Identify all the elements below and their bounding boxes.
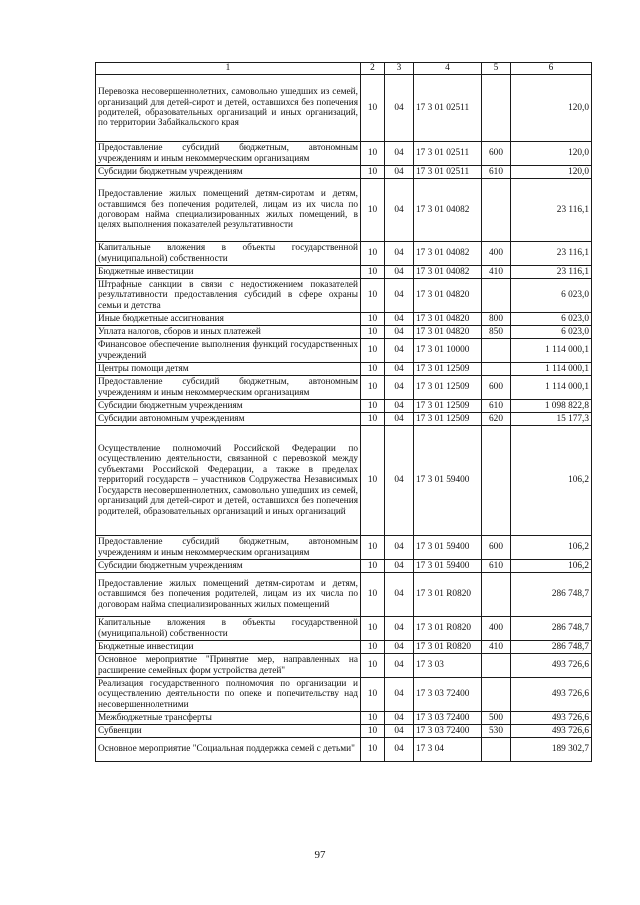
budget-table	[95, 62, 592, 762]
row-amount: 189 302,7	[511, 738, 592, 762]
header-col-5: 5	[482, 63, 511, 75]
row-target-code: 17 3 03 72400	[414, 725, 482, 738]
row-name: Предоставление жилых помещений детям-сиротам и детям, оставшимся без попечения родителей, лицам из их числа по договорам найма специализированных жилых помещений	[96, 573, 361, 617]
row-name: Осуществление полномочий Российской Федерации по осуществлению деятельности, связанной с перевозкой между субъектами Российской Федерации, а также в пределах территорий государств – участников Содружества Независимых Государств несовершеннолетних, самовольно ушедших из семей, организаций для детей-сирот и детей, оставшихся без попечения родителей, образовательных организаций и иных организаций	[96, 426, 361, 536]
table-row	[96, 573, 592, 617]
row-name: Штрафные санкции в связи с недостижением показателей результативности предоставления субсидий в сфере охраны семьи и детства	[96, 279, 361, 313]
row-subsection: 04	[385, 266, 414, 279]
row-section: 10	[361, 413, 385, 426]
table-row	[96, 326, 592, 339]
row-subsection: 04	[385, 536, 414, 560]
header-col-1: 1	[96, 63, 361, 75]
row-subsection: 04	[385, 376, 414, 400]
row-expense-type: 600	[482, 536, 511, 560]
row-target-code: 17 3 03 72400	[414, 678, 482, 712]
table-row	[96, 738, 592, 762]
table-row	[96, 166, 592, 179]
row-amount: 286 748,7	[511, 573, 592, 617]
row-subsection: 04	[385, 279, 414, 313]
row-target-code: 17 3 01 02511	[414, 166, 482, 179]
row-section: 10	[361, 617, 385, 641]
table-row	[96, 142, 592, 166]
row-amount: 493 726,6	[511, 712, 592, 725]
table-header-row	[96, 63, 592, 75]
table-row	[96, 179, 592, 242]
table-row	[96, 617, 592, 641]
row-target-code: 17 3 03	[414, 654, 482, 678]
table-body	[96, 75, 592, 762]
row-name: Уплата налогов, сборов и иных платежей	[96, 326, 361, 339]
row-section: 10	[361, 738, 385, 762]
table-row	[96, 678, 592, 712]
row-subsection: 04	[385, 166, 414, 179]
row-name: Субсидии автономным учреждениям	[96, 413, 361, 426]
row-subsection: 04	[385, 413, 414, 426]
header-col-2: 2	[361, 63, 385, 75]
row-amount: 286 748,7	[511, 617, 592, 641]
row-expense-type: 400	[482, 242, 511, 266]
row-expense-type: 610	[482, 400, 511, 413]
row-target-code: 17 3 04	[414, 738, 482, 762]
row-amount: 6 023,0	[511, 313, 592, 326]
row-expense-type: 410	[482, 641, 511, 654]
row-amount: 23 116,1	[511, 179, 592, 242]
row-name: Предоставление субсидий бюджетным, автономным учреждениям и иным некоммерческим организациям	[96, 142, 361, 166]
row-target-code: 17 3 01 R0820	[414, 573, 482, 617]
row-section: 10	[361, 536, 385, 560]
row-target-code: 17 3 01 59400	[414, 536, 482, 560]
row-expense-type	[482, 75, 511, 142]
table-row	[96, 413, 592, 426]
row-name: Реализация государственного полномочия по организации и осуществлению деятельности по опеке и попечительству над несовершеннолетними	[96, 678, 361, 712]
row-subsection: 04	[385, 363, 414, 376]
row-name: Предоставление жилых помещений детям-сиротам и детям, оставшимся без попечения родителей, лицам из их числа по договорам найма специализированных жилых помещений, в целях выполнения показателей результативности	[96, 179, 361, 242]
row-section: 10	[361, 75, 385, 142]
row-expense-type: 500	[482, 712, 511, 725]
row-subsection: 04	[385, 678, 414, 712]
row-expense-type: 850	[482, 326, 511, 339]
row-target-code: 17 3 01 12509	[414, 400, 482, 413]
row-amount: 493 726,6	[511, 725, 592, 738]
row-name: Субвенции	[96, 725, 361, 738]
row-section: 10	[361, 678, 385, 712]
table-row	[96, 313, 592, 326]
table-row	[96, 339, 592, 363]
row-section: 10	[361, 426, 385, 536]
row-target-code: 17 3 01 04820	[414, 326, 482, 339]
row-expense-type	[482, 279, 511, 313]
row-name: Субсидии бюджетным учреждениям	[96, 560, 361, 573]
row-amount: 6 023,0	[511, 279, 592, 313]
row-section: 10	[361, 339, 385, 363]
row-section: 10	[361, 641, 385, 654]
row-amount: 15 177,3	[511, 413, 592, 426]
row-expense-type	[482, 426, 511, 536]
row-target-code: 17 3 01 12509	[414, 376, 482, 400]
row-subsection: 04	[385, 560, 414, 573]
row-amount: 106,2	[511, 426, 592, 536]
row-subsection: 04	[385, 641, 414, 654]
row-amount: 120,0	[511, 75, 592, 142]
row-amount: 120,0	[511, 166, 592, 179]
row-name: Бюджетные инвестиции	[96, 266, 361, 279]
row-target-code: 17 3 01 59400	[414, 560, 482, 573]
row-amount: 23 116,1	[511, 266, 592, 279]
row-amount: 1 114 000,1	[511, 376, 592, 400]
row-target-code: 17 3 01 02511	[414, 142, 482, 166]
row-subsection: 04	[385, 142, 414, 166]
table-row	[96, 266, 592, 279]
row-name: Бюджетные инвестиции	[96, 641, 361, 654]
table-row	[96, 426, 592, 536]
table-row	[96, 400, 592, 413]
row-expense-type: 410	[482, 266, 511, 279]
row-expense-type: 800	[482, 313, 511, 326]
table-row	[96, 363, 592, 376]
row-expense-type	[482, 573, 511, 617]
row-section: 10	[361, 166, 385, 179]
row-target-code: 17 3 01 59400	[414, 426, 482, 536]
row-name: Субсидии бюджетным учреждениям	[96, 166, 361, 179]
row-name: Основное мероприятие "Социальная поддержка семей с детьми"	[96, 738, 361, 762]
row-subsection: 04	[385, 426, 414, 536]
row-expense-type: 620	[482, 413, 511, 426]
table-row	[96, 641, 592, 654]
row-name: Капитальные вложения в объекты государственной (муниципальной) собственности	[96, 617, 361, 641]
row-target-code: 17 3 01 04820	[414, 313, 482, 326]
row-name: Перевозка несовершеннолетних, самовольно ушедших из семей, организаций для детей-сирот и детей, оставшихся без попечения родителей, образовательных организаций и иных организаций, по территории Забайкальского края	[96, 75, 361, 142]
row-amount: 1 098 822,8	[511, 400, 592, 413]
row-section: 10	[361, 654, 385, 678]
row-subsection: 04	[385, 573, 414, 617]
row-target-code: 17 3 01 04082	[414, 266, 482, 279]
row-section: 10	[361, 712, 385, 725]
row-subsection: 04	[385, 313, 414, 326]
row-target-code: 17 3 01 R0820	[414, 617, 482, 641]
row-section: 10	[361, 725, 385, 738]
row-section: 10	[361, 400, 385, 413]
row-subsection: 04	[385, 75, 414, 142]
row-amount: 120,0	[511, 142, 592, 166]
table-row	[96, 712, 592, 725]
table-row	[96, 279, 592, 313]
row-amount: 106,2	[511, 536, 592, 560]
row-expense-type: 600	[482, 142, 511, 166]
row-name: Основное мероприятие "Принятие мер, направленных на расширение семейных форм устройства детей"	[96, 654, 361, 678]
header-col-6: 6	[511, 63, 592, 75]
row-name: Субсидии бюджетным учреждениям	[96, 400, 361, 413]
row-section: 10	[361, 313, 385, 326]
row-target-code: 17 3 01 10000	[414, 339, 482, 363]
header-col-4: 4	[414, 63, 482, 75]
table-row	[96, 376, 592, 400]
row-target-code: 17 3 01 04820	[414, 279, 482, 313]
row-amount: 23 116,1	[511, 242, 592, 266]
row-target-code: 17 3 01 12509	[414, 413, 482, 426]
row-expense-type: 600	[482, 376, 511, 400]
row-target-code: 17 3 01 02511	[414, 75, 482, 142]
row-amount: 1 114 000,1	[511, 339, 592, 363]
table-row	[96, 75, 592, 142]
row-expense-type	[482, 339, 511, 363]
row-section: 10	[361, 179, 385, 242]
row-amount: 6 023,0	[511, 326, 592, 339]
row-expense-type: 610	[482, 166, 511, 179]
row-expense-type	[482, 678, 511, 712]
row-expense-type	[482, 738, 511, 762]
row-section: 10	[361, 326, 385, 339]
row-expense-type	[482, 363, 511, 376]
row-name: Предоставление субсидий бюджетным, автономным учреждениям и иным некоммерческим организациям	[96, 536, 361, 560]
row-expense-type: 610	[482, 560, 511, 573]
row-amount: 493 726,6	[511, 654, 592, 678]
row-subsection: 04	[385, 738, 414, 762]
table-row	[96, 725, 592, 738]
row-name: Иные бюджетные ассигнования	[96, 313, 361, 326]
table-row	[96, 242, 592, 266]
page-number: 97	[314, 849, 326, 861]
row-section: 10	[361, 266, 385, 279]
row-section: 10	[361, 142, 385, 166]
row-expense-type: 530	[482, 725, 511, 738]
row-subsection: 04	[385, 654, 414, 678]
row-target-code: 17 3 01 04082	[414, 242, 482, 266]
row-subsection: 04	[385, 400, 414, 413]
row-name: Предоставление субсидий бюджетным, автономным учреждениям и иным некоммерческим организациям	[96, 376, 361, 400]
row-target-code: 17 3 01 12509	[414, 363, 482, 376]
row-subsection: 04	[385, 242, 414, 266]
row-subsection: 04	[385, 339, 414, 363]
row-section: 10	[361, 573, 385, 617]
row-section: 10	[361, 376, 385, 400]
row-target-code: 17 3 01 04082	[414, 179, 482, 242]
row-name: Финансовое обеспечение выполнения функций государственных учреждений	[96, 339, 361, 363]
row-name: Межбюджетные трансферты	[96, 712, 361, 725]
row-section: 10	[361, 560, 385, 573]
row-subsection: 04	[385, 712, 414, 725]
row-subsection: 04	[385, 179, 414, 242]
row-name: Капитальные вложения в объекты государственной (муниципальной) собственности	[96, 242, 361, 266]
header-col-3: 3	[385, 63, 414, 75]
row-subsection: 04	[385, 326, 414, 339]
row-name: Центры помощи детям	[96, 363, 361, 376]
row-target-code: 17 3 03 72400	[414, 712, 482, 725]
row-target-code: 17 3 01 R0820	[414, 641, 482, 654]
row-expense-type	[482, 654, 511, 678]
row-section: 10	[361, 242, 385, 266]
table-row	[96, 536, 592, 560]
table-row	[96, 560, 592, 573]
row-section: 10	[361, 279, 385, 313]
row-section: 10	[361, 363, 385, 376]
row-expense-type	[482, 179, 511, 242]
row-amount: 493 726,6	[511, 678, 592, 712]
row-expense-type: 400	[482, 617, 511, 641]
row-amount: 286 748,7	[511, 641, 592, 654]
table-row	[96, 654, 592, 678]
row-subsection: 04	[385, 617, 414, 641]
row-subsection: 04	[385, 725, 414, 738]
row-amount: 106,2	[511, 560, 592, 573]
row-amount: 1 114 000,1	[511, 363, 592, 376]
